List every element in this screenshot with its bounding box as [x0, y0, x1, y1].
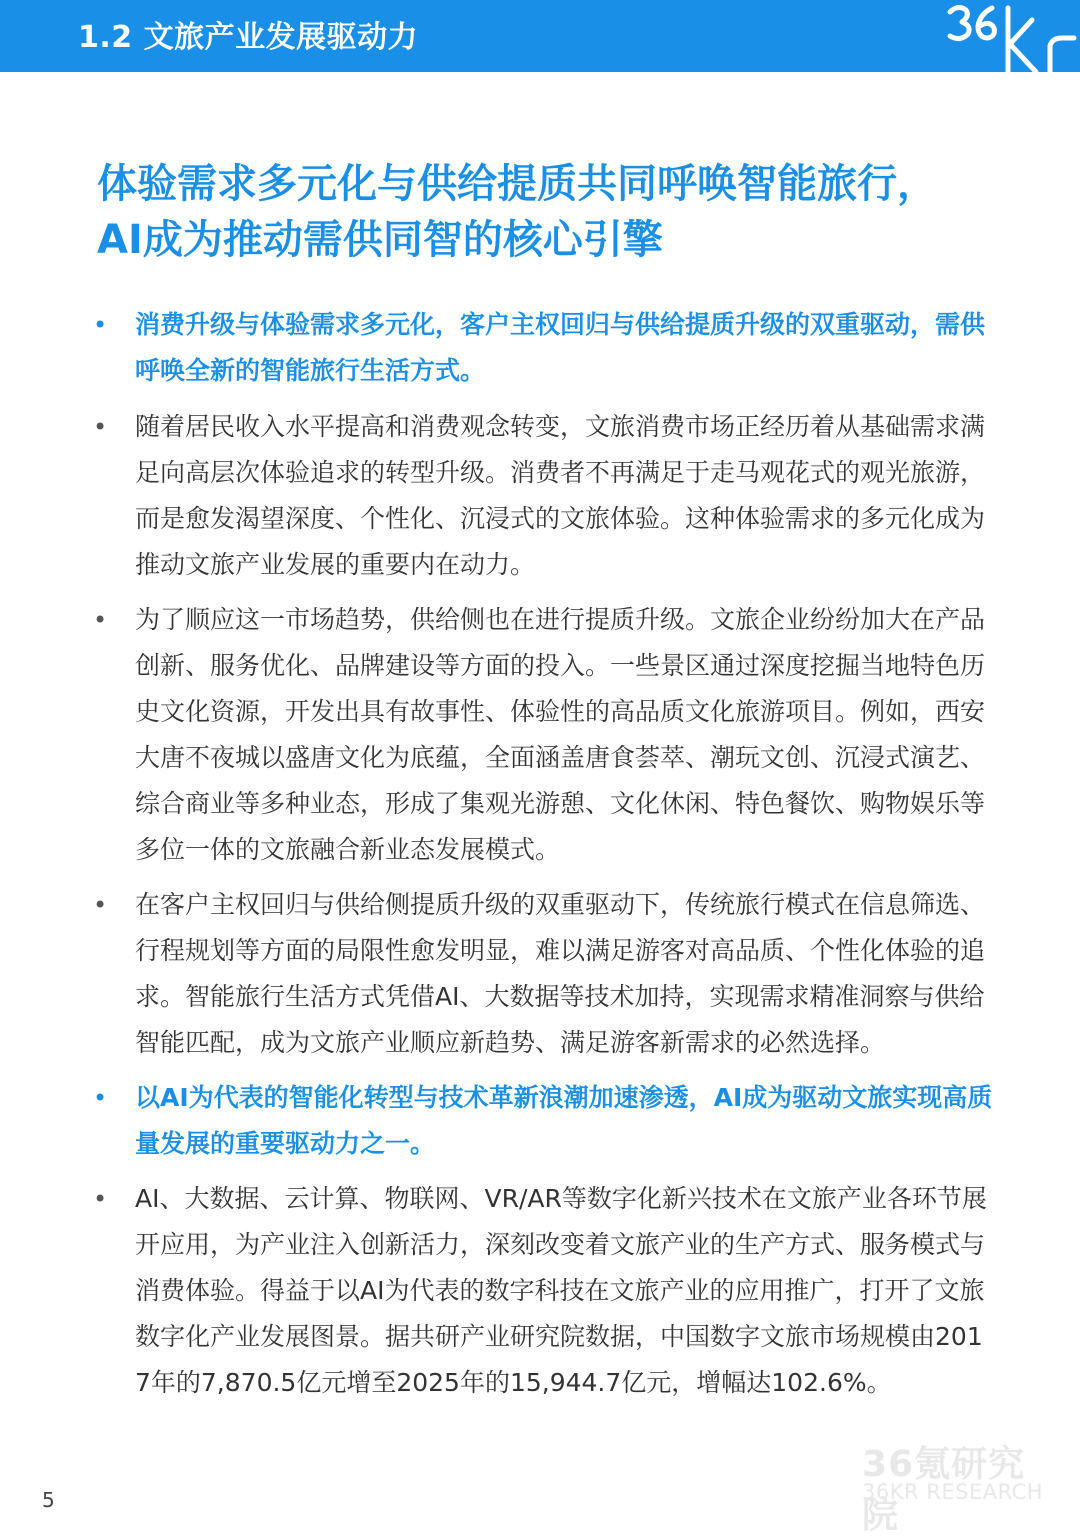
bullet-text: 随着居民收入水平提高和消费观念转变，文旅消费市场正经历着从基础需求满足向高层次体验追求的转型升级。消费者不再满足于走马观花式的观光旅游，而是愈发渴望深度、个性化、沉浸式的文旅体验。这种体验需求的多元化成为推动文旅产业发展的重要内在动力。 — [135, 412, 986, 579]
36kr-logo — [940, 0, 1080, 72]
list-item — [93, 1075, 995, 1167]
list-item — [93, 1176, 995, 1406]
headline — [97, 156, 1017, 268]
bullet-marker: • — [93, 891, 108, 919]
bullet-text: 以AI为代表的智能化转型与技术革新浪潮加速渗透，AI成为驱动文旅实现高质量发展的重要驱动力之一。 — [135, 1083, 993, 1158]
page-number: 5 — [42, 1488, 55, 1512]
bullet-marker: • — [93, 413, 108, 441]
bullet-text: 为了顺应这一市场趋势，供给侧也在进行提质升级。文旅企业纷纷加大在产品创新、服务优化、品牌建设等方面的投入。一些景区通过深度挖掘当地特色历史文化资源，开发出具有故事性、体验性的高品质文化旅游项目。例如，西安大唐不夜城以盛唐文化为底蕴，全面涵盖唐食荟萃、潮玩文创、沉浸式演艺、综合商业等多种业态，形成了集观光游憩、文化休闲、特色餐饮、购物娱乐等多位一体的文旅融合新业态发展模式。 — [135, 605, 986, 864]
bullet-marker: • — [93, 311, 108, 339]
bullet-marker: • — [93, 1084, 108, 1112]
bullet-text: 在客户主权回归与供给侧提质升级的双重驱动下，传统旅行模式在信息筛选、行程规划等方面的局限性愈发明显，难以满足游客对高品质、个性化体验的追求。智能旅行生活方式凭借AI、大数据等技术加持，实现需求精准洞察与供给智能匹配，成为文旅产业顺应新趋势、满足游客新需求的必然选择。 — [135, 890, 986, 1057]
watermark-36kr-research-cn: 36氪研究院 — [862, 1444, 1026, 1536]
list-item — [93, 597, 995, 873]
section-title: 1.2 文旅产业发展驱动力 — [78, 20, 419, 55]
headline-line-2: AI成为推动需供同智的核心引擎 — [97, 217, 663, 263]
watermark-36kr-research-en: 36KR RESEARCH — [862, 1480, 1044, 1504]
list-item — [93, 404, 995, 588]
header-bar — [0, 0, 1080, 72]
list-item — [93, 882, 995, 1066]
list-item — [93, 302, 995, 394]
bullet-text: 消费升级与体验需求多元化，客户主权回归与供给提质升级的双重驱动，需供呼唤全新的智能旅行生活方式。 — [135, 310, 986, 385]
headline-line-1: 体验需求多元化与供给提质共同呼唤智能旅行， — [97, 161, 937, 207]
bullet-marker: • — [93, 1185, 108, 1213]
bullet-text: AI、大数据、云计算、物联网、VR/AR等数字化新兴技术在文旅产业各环节展开应用，为产业注入创新活力，深刻改变着文旅产业的生产方式、服务模式与消费体验。得益于以AI为代表的数字科技在文旅产业的应用推广，打开了文旅数字化产业发展图景。据共研产业研究院数据，中国数字文旅市场规模由2017年的7,870.5亿元增至2025年的15,944.7亿元，增幅达102.6%。 — [135, 1184, 987, 1397]
bullet-marker: • — [93, 606, 108, 634]
